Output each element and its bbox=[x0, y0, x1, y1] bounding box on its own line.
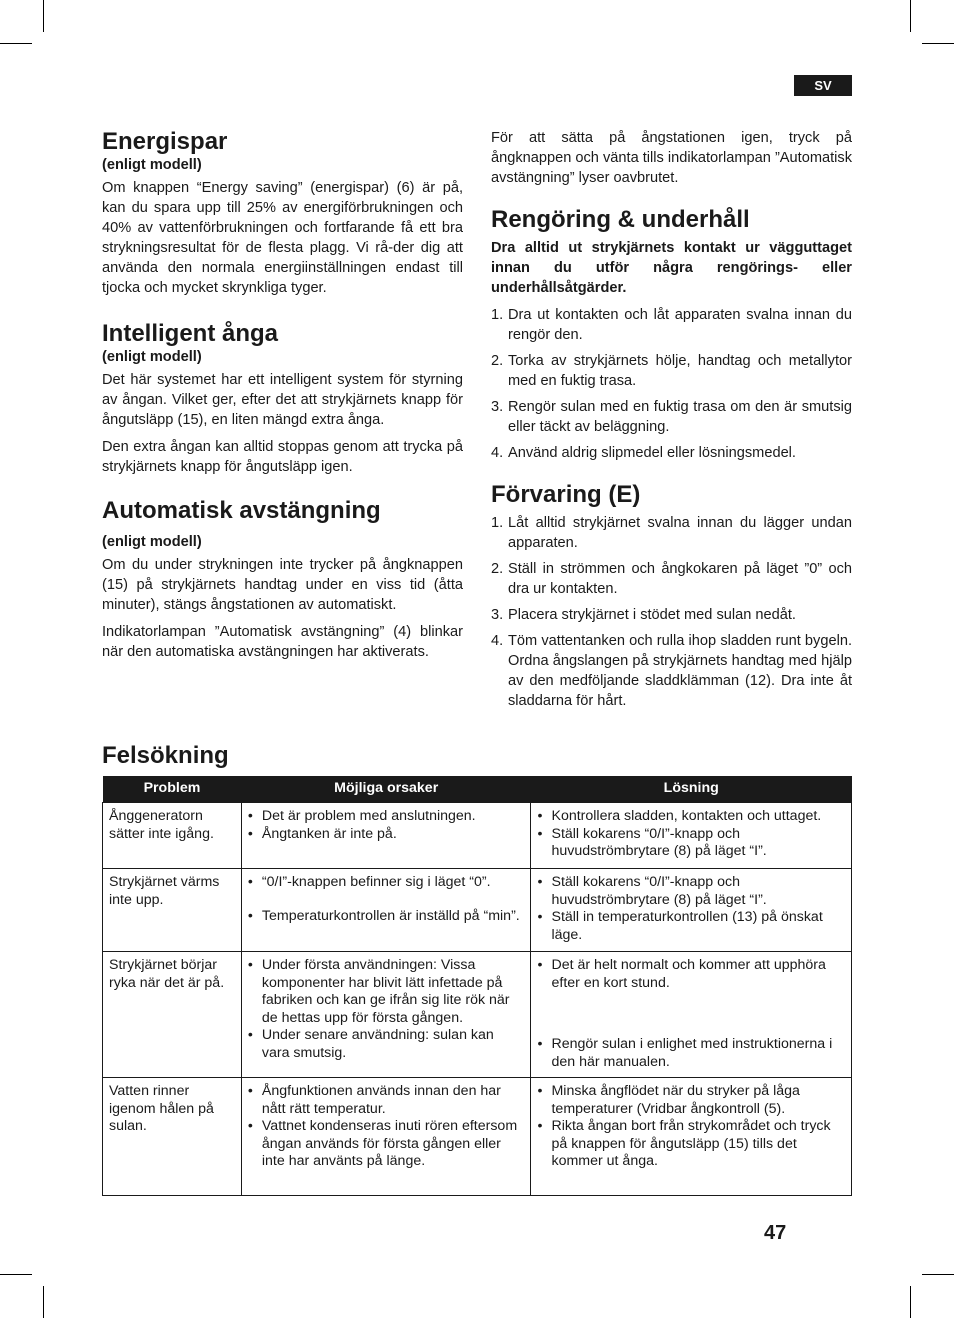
item-text: Placera strykjärnet i stödet med sulan nedåt. bbox=[508, 607, 796, 623]
item-number: 3. bbox=[491, 607, 504, 623]
solution-cell bbox=[531, 869, 852, 952]
table-header-row bbox=[103, 776, 852, 803]
automatisk-heading: Automatisk avstängning bbox=[102, 497, 381, 524]
cause-item: • Under senare användning: sulan kan vara smutsig. bbox=[248, 1027, 525, 1062]
solution-item: • Det är helt normalt och kommer att upphöra efter en kort stund. bbox=[537, 957, 845, 992]
item-number: 1. bbox=[491, 307, 504, 323]
item-text: Låt alltid strykjärnet svalna innan du lägger undan apparaten. bbox=[508, 515, 852, 551]
intelligent-subtitle: (enligt modell) bbox=[102, 349, 202, 365]
left-column bbox=[102, 128, 463, 669]
item-text: Ställ in strömmen och ångkokaren på läget ”0” och dra ur kontakten. bbox=[508, 561, 852, 597]
item-number: 2. bbox=[491, 353, 504, 369]
solution-item: • Ställ in temperaturkontrollen (13) på önskat läge. bbox=[537, 909, 845, 944]
felsokning-heading: Felsökning bbox=[102, 742, 229, 769]
item-number: 3. bbox=[491, 399, 504, 415]
page-number: 47 bbox=[764, 1222, 787, 1244]
cause-item: • Under första användningen: Vissa komponenter har blivit lätt infettade på fabriken och kan ge ifrån sig lite rök när de hettas upp för första gången. bbox=[248, 957, 525, 1027]
crop-mark bbox=[922, 1274, 954, 1275]
cause-item: • Ångtanken är inte på. bbox=[248, 826, 525, 844]
energispar-heading: Energispar bbox=[102, 128, 228, 155]
problem-cell: Vatten rinner igenom hålen på sulan. bbox=[103, 1078, 242, 1196]
troubleshooting-table bbox=[102, 776, 852, 1196]
item-number: 4. bbox=[491, 445, 504, 461]
item-text: Dra ut kontakten och låt apparaten svalna innan du rengör den. bbox=[508, 307, 852, 343]
list-item bbox=[491, 305, 852, 345]
crop-mark bbox=[910, 1286, 911, 1318]
crop-mark bbox=[922, 43, 954, 44]
rengoring-list bbox=[491, 305, 852, 463]
column-header-problem: Problem bbox=[103, 776, 242, 803]
item-text: Töm vattentanken och rulla ihop sladden runt bygeln. Ordna ångslangen på strykjärnets handtag med hjälp av den medföljande sladdklämman (12). Dra inte åt sladdarna för hårt. bbox=[508, 633, 852, 709]
intelligent-text-2: Den extra ångan kan alltid stoppas genom att trycka på strykjärnets knapp för ångutsläpp igen. bbox=[102, 439, 463, 475]
problem-cell: Strykjärnet värms inte upp. bbox=[103, 869, 242, 952]
energispar-text: Om knappen “Energy saving” (energispar) (6) är på, kan du spara upp till 25% av energiförbrukningen och 40% av vattenförbrukningen och fortfarande få ett bra strykningsresultat för de flesta plagg. Vi rå-der dig att använda den normala energiinställningen endast till tjocka och mycket skrynkliga tyger. bbox=[102, 180, 463, 296]
solution-item: • Minska ångflödet när du stryker på låga temperaturer (Vridbar ångkontroll (5). bbox=[537, 1083, 845, 1118]
rengoring-heading: Rengöring & underhåll bbox=[491, 206, 750, 233]
crop-mark bbox=[43, 1286, 44, 1318]
item-text: Torka av strykjärnets hölje, handtag och metallytor med en fuktig trasa. bbox=[508, 353, 852, 389]
list-item bbox=[491, 631, 852, 711]
item-number: 1. bbox=[491, 515, 504, 531]
intelligent-text-1: Det här systemet har ett intelligent system för styrning av ångan. Vilket ger, efter det att strykjärnets knapp för ångutsläpp (15), en liten mängd extra ånga. bbox=[102, 372, 463, 428]
item-number: 4. bbox=[491, 633, 504, 649]
right-column bbox=[491, 128, 852, 717]
causes-cell bbox=[241, 1078, 531, 1196]
item-text: Rengör sulan med en fuktig trasa om den är smutsig eller täckt av beläggning. bbox=[508, 399, 852, 435]
solution-item: • Rikta ångan bort från strykområdet och tryck på knappen för ångutsläpp (15) tills det kommer ut ånga. bbox=[537, 1118, 845, 1171]
list-item bbox=[491, 397, 852, 437]
solution-item: • Kontrollera sladden, kontakten och uttaget. bbox=[537, 808, 845, 826]
automatisk-subtitle: (enligt modell) bbox=[102, 534, 202, 550]
item-number: 2. bbox=[491, 561, 504, 577]
cause-item: • Det är problem med anslutningen. bbox=[248, 808, 525, 826]
right-intro-text: För att sätta på ångstationen igen, tryck på ångknappen och vänta tills indikatorlampan ”Automatisk avstängning” lyser oavbrutet. bbox=[491, 130, 852, 186]
intelligent-heading: Intelligent ånga bbox=[102, 320, 279, 347]
cause-item: • “0/I”-knappen befinner sig i läget “0”. bbox=[248, 874, 525, 892]
causes-cell bbox=[241, 952, 531, 1078]
list-item bbox=[491, 559, 852, 599]
list-item bbox=[491, 513, 852, 553]
list-item bbox=[491, 443, 852, 463]
table-row bbox=[103, 869, 852, 952]
cause-item: • Vattnet kondenseras inuti rören eftersom ångan används för första gången eller inte har använts på länge. bbox=[248, 1118, 525, 1171]
automatisk-text-1: Om du under strykningen inte trycker på ångknappen (15) på strykjärnets handtag under en viss tid (åtta minuter), stängs ångstationen av automatiskt. bbox=[102, 557, 463, 613]
list-item bbox=[491, 351, 852, 391]
problem-cell: Strykjärnet börjar ryka när det är på. bbox=[103, 952, 242, 1078]
crop-mark bbox=[910, 0, 911, 32]
list-item bbox=[491, 605, 852, 625]
table-row bbox=[103, 1078, 852, 1196]
solution-cell bbox=[531, 1078, 852, 1196]
forvaring-heading: Förvaring (E) bbox=[491, 481, 641, 508]
solution-item: • Rengör sulan i enlighet med instruktionerna i den här manualen. bbox=[537, 1036, 845, 1071]
item-text: Använd aldrig slipmedel eller lösningsmedel. bbox=[508, 445, 796, 461]
solution-cell bbox=[531, 952, 852, 1078]
table-row bbox=[103, 952, 852, 1078]
automatisk-text-2: Indikatorlampan ”Automatisk avstängning” (4) blinkar när den automatiska avstängningen har aktiverats. bbox=[102, 624, 463, 660]
solution-cell bbox=[531, 803, 852, 869]
forvaring-list bbox=[491, 513, 852, 711]
crop-mark bbox=[0, 43, 32, 44]
problem-cell: Ånggeneratorn sätter inte igång. bbox=[103, 803, 242, 869]
crop-mark bbox=[0, 1274, 32, 1275]
cause-item: • Temperaturkontrollen är inställd på “min”. bbox=[248, 908, 525, 926]
column-header-causes: Möjliga orsaker bbox=[241, 776, 531, 803]
rengoring-warning: Dra alltid ut strykjärnets kontakt ur vägguttaget innan du utför några rengörings- eller underhållsåtgärder. bbox=[491, 240, 852, 296]
crop-mark bbox=[43, 0, 44, 32]
energispar-subtitle: (enligt modell) bbox=[102, 157, 202, 173]
solution-item: • Ställ kokarens “0/I”-knapp och huvudströmbrytare (8) på läget “I”. bbox=[537, 826, 845, 861]
causes-cell bbox=[241, 869, 531, 952]
solution-item: • Ställ kokarens “0/I”-knapp och huvudströmbrytare (8) på läget “I”. bbox=[537, 874, 845, 909]
column-header-solution: Lösning bbox=[531, 776, 852, 803]
table-row bbox=[103, 803, 852, 869]
causes-cell bbox=[241, 803, 531, 869]
cause-item: • Ångfunktionen används innan den har nått rätt temperatur. bbox=[248, 1083, 525, 1118]
language-tag: SV bbox=[794, 75, 852, 96]
